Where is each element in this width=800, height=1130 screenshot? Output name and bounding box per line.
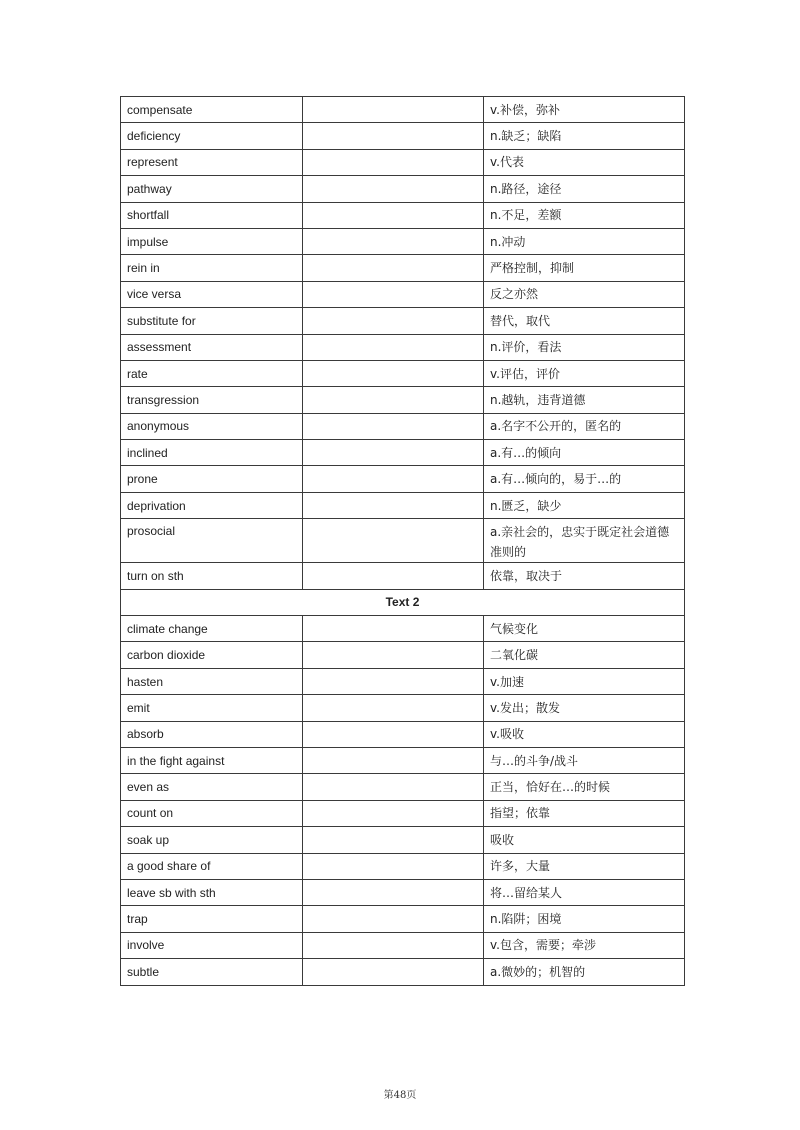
vocab-term: shortfall: [121, 202, 303, 228]
vocab-meaning: 正当，恰好在…的时候: [484, 774, 685, 800]
blank-cell: [303, 149, 484, 175]
vocab-meaning: v.评估，评价: [484, 360, 685, 386]
table-row: [121, 466, 685, 492]
vocab-term: turn on sth: [121, 563, 303, 589]
table-row: [121, 563, 685, 589]
table-row: [121, 202, 685, 228]
vocab-meaning: v.代表: [484, 149, 685, 175]
vocab-term: trap: [121, 906, 303, 932]
vocab-meaning: v.加速: [484, 668, 685, 694]
blank-cell: [303, 308, 484, 334]
blank-cell: [303, 774, 484, 800]
section-title: Text 2: [121, 589, 685, 615]
table-row: [121, 413, 685, 439]
vocab-term: pathway: [121, 176, 303, 202]
vocab-meaning: v.发出；散发: [484, 695, 685, 721]
table-row: [121, 695, 685, 721]
vocab-term: in the fight against: [121, 747, 303, 773]
table-row: [121, 959, 685, 985]
blank-cell: [303, 906, 484, 932]
vocab-meaning: n.路径，途径: [484, 176, 685, 202]
vocab-meaning: 替代，取代: [484, 308, 685, 334]
blank-cell: [303, 853, 484, 879]
vocab-meaning: n.越轨，违背道德: [484, 387, 685, 413]
vocab-meaning: a.有…的倾向: [484, 440, 685, 466]
blank-cell: [303, 879, 484, 905]
blank-cell: [303, 281, 484, 307]
blank-cell: [303, 360, 484, 386]
vocab-meaning: a.名字不公开的，匿名的: [484, 413, 685, 439]
vocab-term: count on: [121, 800, 303, 826]
blank-cell: [303, 695, 484, 721]
vocab-meaning: v.补偿，弥补: [484, 97, 685, 123]
blank-cell: [303, 668, 484, 694]
blank-cell: [303, 932, 484, 958]
table-row: [121, 281, 685, 307]
table-row: [121, 519, 685, 563]
vocab-meaning: n.匮乏，缺少: [484, 492, 685, 518]
vocab-term: transgression: [121, 387, 303, 413]
vocab-meaning: n.陷阱；困境: [484, 906, 685, 932]
vocab-meaning: n.缺乏；缺陷: [484, 123, 685, 149]
table-row: [121, 176, 685, 202]
vocabulary-table-body: [121, 97, 685, 986]
blank-cell: [303, 563, 484, 589]
table-row: [121, 492, 685, 518]
vocab-term: climate change: [121, 616, 303, 642]
vocab-meaning: a.有…倾向的，易于…的: [484, 466, 685, 492]
vocab-term: rein in: [121, 255, 303, 281]
vocab-term: hasten: [121, 668, 303, 694]
vocab-meaning: 二氧化碳: [484, 642, 685, 668]
vocab-term: carbon dioxide: [121, 642, 303, 668]
vocab-term: substitute for: [121, 308, 303, 334]
blank-cell: [303, 97, 484, 123]
table-row: [121, 123, 685, 149]
table-row: [121, 255, 685, 281]
vocabulary-table: [120, 96, 685, 986]
blank-cell: [303, 440, 484, 466]
blank-cell: [303, 747, 484, 773]
blank-cell: [303, 387, 484, 413]
vocab-term: prosocial: [121, 519, 303, 563]
vocab-term: represent: [121, 149, 303, 175]
table-row: [121, 97, 685, 123]
vocab-meaning: 严格控制，抑制: [484, 255, 685, 281]
vocab-meaning: n.不足，差额: [484, 202, 685, 228]
table-row: [121, 360, 685, 386]
table-row: [121, 879, 685, 905]
table-row: [121, 228, 685, 254]
vocab-term: subtle: [121, 959, 303, 985]
blank-cell: [303, 519, 484, 563]
vocab-term: even as: [121, 774, 303, 800]
vocab-term: deprivation: [121, 492, 303, 518]
vocab-term: rate: [121, 360, 303, 386]
blank-cell: [303, 202, 484, 228]
blank-cell: [303, 123, 484, 149]
vocab-meaning: n.冲动: [484, 228, 685, 254]
table-row: [121, 721, 685, 747]
blank-cell: [303, 800, 484, 826]
vocab-term: leave sb with sth: [121, 879, 303, 905]
blank-cell: [303, 228, 484, 254]
blank-cell: [303, 642, 484, 668]
vocab-meaning: 吸收: [484, 827, 685, 853]
table-row: [121, 774, 685, 800]
vocab-meaning: 许多，大量: [484, 853, 685, 879]
table-row: [121, 747, 685, 773]
vocab-meaning: a.微妙的；机智的: [484, 959, 685, 985]
blank-cell: [303, 492, 484, 518]
table-row: [121, 642, 685, 668]
blank-cell: [303, 827, 484, 853]
vocab-meaning: 气候变化: [484, 616, 685, 642]
vocab-term: prone: [121, 466, 303, 492]
vocab-term: impulse: [121, 228, 303, 254]
table-row: [121, 668, 685, 694]
table-row: [121, 308, 685, 334]
table-row: [121, 387, 685, 413]
section-row: [121, 589, 685, 615]
vocab-meaning: n.评价，看法: [484, 334, 685, 360]
blank-cell: [303, 176, 484, 202]
vocab-meaning: v.吸收: [484, 721, 685, 747]
vocab-term: compensate: [121, 97, 303, 123]
vocab-meaning: v.包含，需要；牵涉: [484, 932, 685, 958]
vocab-term: assessment: [121, 334, 303, 360]
blank-cell: [303, 721, 484, 747]
blank-cell: [303, 413, 484, 439]
vocab-meaning: 将…留给某人: [484, 879, 685, 905]
vocab-meaning: 与…的斗争/战斗: [484, 747, 685, 773]
vocab-term: absorb: [121, 721, 303, 747]
page-number: 第48页: [383, 1090, 417, 1101]
vocab-term: emit: [121, 695, 303, 721]
table-row: [121, 932, 685, 958]
vocab-term: anonymous: [121, 413, 303, 439]
table-row: [121, 800, 685, 826]
table-row: [121, 616, 685, 642]
table-row: [121, 853, 685, 879]
vocab-term: a good share of: [121, 853, 303, 879]
blank-cell: [303, 334, 484, 360]
blank-cell: [303, 466, 484, 492]
table-row: [121, 906, 685, 932]
table-row: [121, 149, 685, 175]
blank-cell: [303, 959, 484, 985]
blank-cell: [303, 616, 484, 642]
table-row: [121, 440, 685, 466]
vocab-meaning: a.亲社会的，忠实于既定社会道德准则的: [484, 519, 685, 563]
vocab-term: inclined: [121, 440, 303, 466]
vocab-term: vice versa: [121, 281, 303, 307]
blank-cell: [303, 255, 484, 281]
table-row: [121, 334, 685, 360]
vocab-term: soak up: [121, 827, 303, 853]
vocab-meaning: 反之亦然: [484, 281, 685, 307]
vocab-meaning: 指望；依靠: [484, 800, 685, 826]
table-row: [121, 827, 685, 853]
vocab-meaning: 依靠，取决于: [484, 563, 685, 589]
vocab-term: involve: [121, 932, 303, 958]
vocab-term: deficiency: [121, 123, 303, 149]
